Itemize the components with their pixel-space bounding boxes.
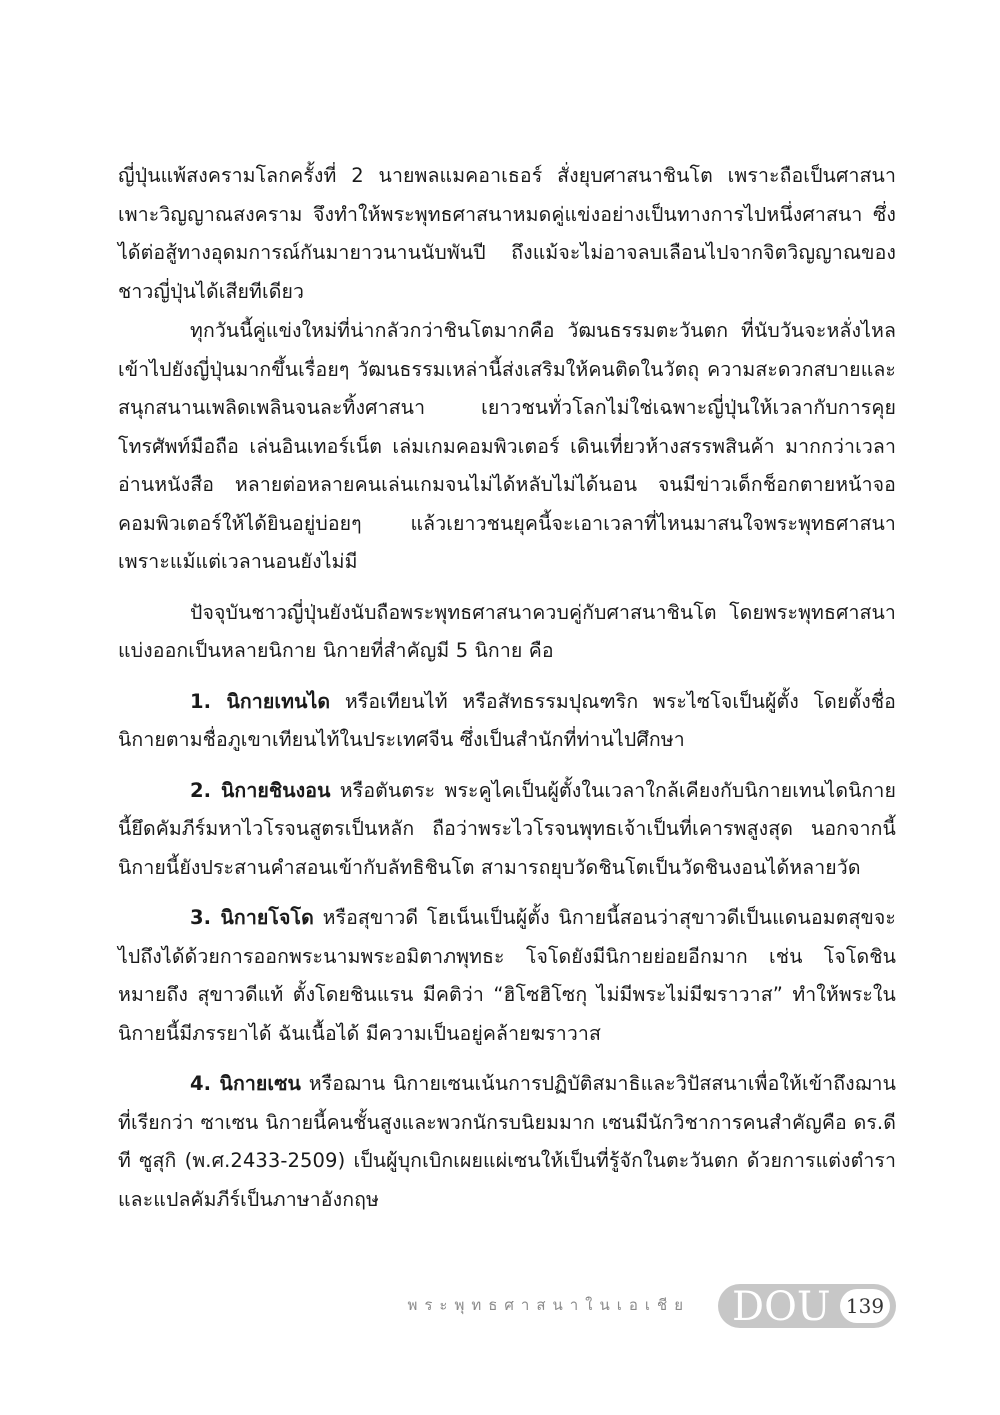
sect-description: หรือฌาน นิกายเซนเน้นการปฏิบัติสมาธิและวิปัสสนาเพื่อให้เข้าถึงฌานที่เรียกว่า ซาเซน นิกายนี้คนชั้นสูงและพวกนักรบนิยมมาก เซนมีนักวิชาการคนสำคัญคือ ดร.ดี ที ซูสุกิ (พ.ศ.2433-2509) เป็นผู้บุกเบิกเผยแผ่เซนให้เป็นที่รู้จักในตะวันตก ด้วยการแต่งตำราและแปลคัมภีร์เป็นภาษาอังกฤษ (118, 1072, 896, 1211)
sect-term: 2. นิกายชินงอน (190, 778, 331, 802)
paragraph-current-sects: ปัจจุบันชาวญี่ปุ่นยังนับถือพระพุทธศาสนาควบคู่กับศาสนาชินโต โดยพระพุทธศาสนาแบ่งออกเป็นหลายนิกาย นิกายที่สำคัญมี 5 นิกาย คือ (118, 600, 896, 662)
dou-page-badge (718, 1284, 896, 1328)
sect-item-zen (118, 1065, 896, 1219)
sect-item-shingon (118, 772, 896, 888)
paragraph-western-culture: ทุกวันนี้คู่แข่งใหม่ที่น่ากลัวกว่าชินโตมากคือ วัฒนธรรมตะวันตก ที่นับวันจะหลั่งไหลเข้าไปยังญี่ปุ่นมากขึ้นเรื่อยๆ วัฒนธรรมเหล่านี้ส่งเสริมให้คนติดในวัตถุ ความสะดวกสบายและสนุกสนานเพลิดเพลินจนละทิ้งศาสนา เยาวชนทั่วโลกไม่ใช่เฉพาะญี่ปุ่นให้เวลากับการคุยโทรศัพท์มือถือ เล่นอินเทอร์เน็ต เล่มเกมคอมพิวเตอร์ เดินเที่ยวห้างสรรพสินค้า มากกว่าเวลาอ่านหนังสือ หลายต่อหลายคนเล่นเกมจนไม่ได้หลับไม่ได้นอน จนมีข่าวเด็กช็อกตายหน้าจอคอมพิวเตอร์ให้ได้ยินอยู่บ่อยๆ แล้วเยาวชนยุคนี้จะเอาเวลาที่ไหนมาสนใจพระพุทธศาสนาเพราะแม้แต่เวลานอนยังไม่มี (118, 319, 896, 573)
paragraph-japan-war: ญี่ปุ่นแพ้สงครามโลกครั้งที่ 2 นายพลแมคอาเธอร์ สั่งยุบศาสนาชินโต เพราะถือเป็นศาสนาเพาะวิญญาณสงคราม จึงทำให้พระพุทธศาสนาหมดคู่แข่งอย่างเป็นทางการไปหนึ่งศาสนา ซึ่งได้ต่อสู้ทางอุดมการณ์กันมายาวนานนับพันปี ถึงแม้จะไม่อาจลบเลือนไปจากจิตวิญญาณของชาวญี่ปุ่นได้เสียทีเดียว (118, 164, 896, 303)
sect-item-tendai (118, 683, 896, 760)
page-number: 139 (840, 1289, 890, 1323)
book-title: พระพุทธศาสนาในเอเชีย (407, 1296, 690, 1314)
sect-term: 4. นิกายเซน (190, 1072, 301, 1095)
page-body (118, 157, 896, 1219)
sect-term: 1. นิกายเทนได (190, 689, 331, 713)
page-footer (0, 1283, 1000, 1333)
sect-description: หรือสุขาวดี โฮเน็นเป็นผู้ตั้ง นิกายนี้สอนว่าสุขาวดีเป็นแดนอมตสุขจะไปถึงได้ด้วยการออกพระนามพระอมิตาภพุทธะ โจโดยังมีนิกายย่อยอีกมาก เช่น โจโดชินหมายถึง สุขาวดีแท้ ตั้งโดยชินแรน มีคติว่า “ฮิโซฮิโซกุ ไม่มีพระไม่มีฆราวาส” ทำให้พระในนิกายนี้มีภรรยาได้ ฉันเนื้อได้ มีความเป็นอยู่คล้ายฆราวาส (118, 906, 896, 1045)
sect-description: หรือเทียนไท้ หรือสัทธรรมปุณฑริก พระไซโจเป็นผู้ตั้ง โดยตั้งชื่อนิกายตามชื่อภูเขาเทียนไท้ในประเทศจีน ซึ่งเป็นสำนักที่ท่านไปศึกษา (118, 689, 896, 751)
dou-logo: DOU (732, 1284, 831, 1330)
sect-term: 3. นิกายโจโด (190, 906, 314, 929)
sect-description: หรือตันตระ พระคูไคเป็นผู้ตั้งในเวลาใกล้เคียงกับนิกายเทนไดนิกายนี้ยึดคัมภีร์มหาไวโรจนสูตรเป็นหลัก ถือว่าพระไวโรจนพุทธเจ้าเป็นที่เคารพสูงสุด นอกจากนี้ นิกายนี้ยังประสานคำสอนเข้ากับลัทธิชินโต สามารถยุบวัดชินโตเป็นวัดชินงอนได้หลายวัด (118, 778, 896, 879)
sect-item-jodo (118, 899, 896, 1053)
